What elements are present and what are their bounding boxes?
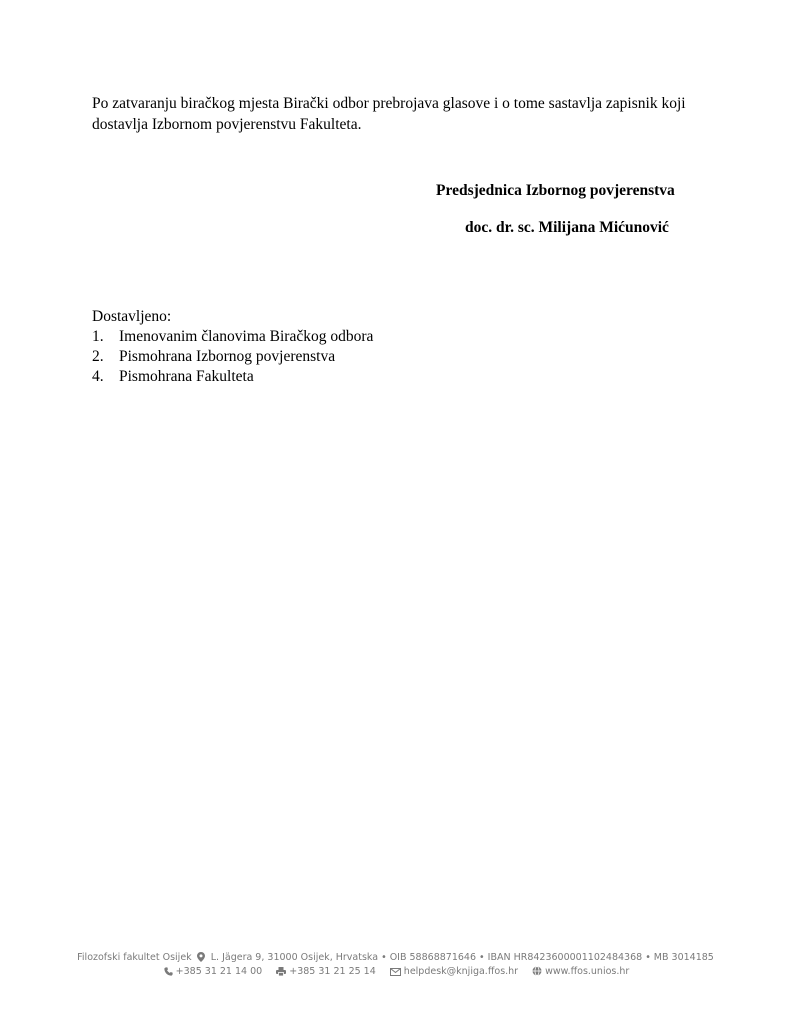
body-paragraph: Po zatvaranju biračkog mjesta Birački odbor prebrojava glasove i o tome sastavlja zapisnik koji dostavlja Izbornom povjerenstvu Fakulteta.	[92, 95, 686, 133]
list-item-text: Imenovanim članovima Biračkog odbora	[119, 328, 374, 345]
footer-phone: +385 31 21 14 00	[175, 966, 263, 977]
footer-line-2	[60, 966, 731, 977]
list-item	[92, 367, 492, 387]
signature-name: doc. dr. sc. Milijana Mićunović	[465, 219, 669, 236]
email-icon	[390, 968, 401, 976]
footer-website[interactable]: www.ffos.unios.hr	[545, 966, 630, 977]
list-item-number: 1.	[92, 328, 104, 345]
list-item-text: Pismohrana Fakulteta	[119, 368, 254, 385]
web-icon	[532, 966, 542, 976]
location-icon	[197, 952, 205, 962]
signature-title: Predsjednica Izbornog povjerenstva	[436, 182, 675, 199]
delivery-list	[92, 327, 492, 387]
footer-line-1	[60, 952, 731, 963]
footer-email[interactable]: helpdesk@knjiga.ffos.hr	[403, 966, 519, 977]
footer-address: L. Jägera 9, 31000 Osijek, Hrvatska • OIB 58868871646 • IBAN HR8423600001102484368 • MB 3014185	[210, 952, 714, 963]
fax-icon	[276, 967, 286, 976]
list-item-number: 2.	[92, 348, 104, 365]
list-item-number: 4.	[92, 368, 104, 385]
delivery-section	[92, 307, 492, 387]
footer-fax: +385 31 21 25 14	[289, 966, 376, 977]
list-item	[92, 347, 492, 367]
list-item-text: Pismohrana Izbornog povjerenstva	[119, 348, 336, 365]
list-item	[92, 327, 492, 347]
footer-institution: Filozofski fakultet Osijek	[77, 952, 192, 963]
phone-icon	[164, 967, 173, 976]
delivery-heading: Dostavljeno:	[92, 308, 172, 325]
